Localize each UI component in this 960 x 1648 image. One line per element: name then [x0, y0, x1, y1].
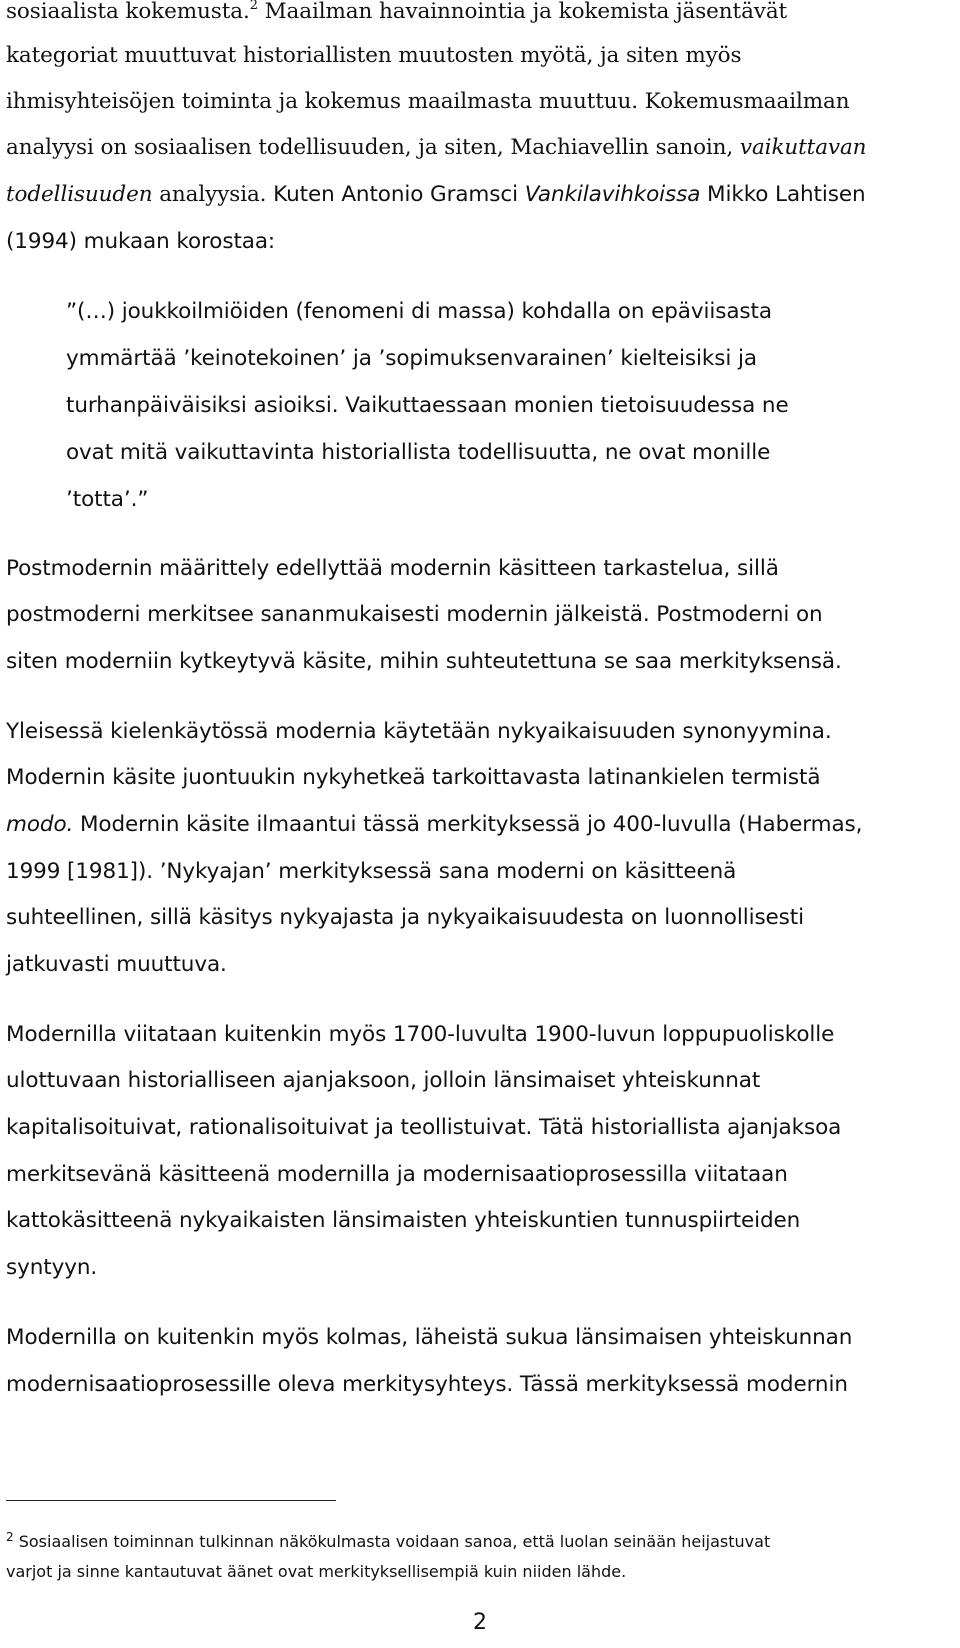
- footnote-line: $^2$ Sosiaalisen toiminnan tulkinnan näkökulmasta voidaan sanoa, että luolan seinään heijastuvat: [6, 1530, 771, 1551]
- quote-line: ”(…) joukkoilmiöiden (fenomeni di massa) kohdalla on epäviisasta: [66, 299, 772, 324]
- quote-line: turhanpäiväisiksi asioiksi. Vaikuttaessaan monien tietoisuudessa ne: [66, 393, 789, 418]
- text-line: Postmodernin määrittely edellyttää modernin käsitteen tarkastelua, sillä: [6, 556, 779, 581]
- text-line: ulottuvaan historialliseen ajanjaksoon, jolloin länsimaiset yhteiskunnat: [6, 1068, 761, 1093]
- footnote-marker: 2: [6, 1530, 14, 1544]
- quote-line: ’totta’.”: [66, 487, 149, 512]
- text-line: (1994) mukaan korostaa:: [6, 229, 276, 254]
- text-line: kapitalisoituivat, rationalisoituivat ja teollistuivat. Tätä historiallista ajanjaksoa: [6, 1115, 842, 1140]
- text-line: todellisuuden analyysia. Kuten Antonio Gramsci Vankilavihkoissa Mikko Lahtisen: [6, 182, 866, 207]
- text-line: merkitsevänä käsitteenä modernilla ja modernisaatioprosessilla viitataan: [6, 1162, 788, 1187]
- text-line: Yleisessä kielenkäytössä modernia käytetään nykyaikaisuuden synonyymina.: [6, 719, 832, 744]
- quote-line: ovat mitä vaikuttavinta historiallista todellisuutta, ne ovat monille: [66, 440, 771, 465]
- text-line: Modernilla viitataan kuitenkin myös 1700-luvulta 1900-luvun loppupuoliskolle: [6, 1022, 835, 1047]
- quote-line: ymmärtää ’keinotekoinen’ ja ’sopimuksenvarainen’ kielteisiksi ja: [66, 346, 757, 371]
- footnote-reference[interactable]: 2: [249, 0, 258, 13]
- text-line: syntyyn.: [6, 1255, 98, 1280]
- text-line: modo. Modernin käsite ilmaantui tässä merkityksessä jo 400-luvulla (Habermas,: [6, 812, 863, 837]
- text-line: analyysi on sosiaalisen todellisuuden, ja siten, Machiavellin sanoin, vaikuttavan: [6, 135, 867, 160]
- text-line: ihmisyhteisöjen toiminta ja kokemus maailmasta muuttuu. Kokemusmaailman: [6, 89, 850, 114]
- text-line: modernisaatioprosessille oleva merkitysyhteys. Tässä merkityksessä modernin: [6, 1372, 848, 1397]
- text-line: 1999 [1981]). ’Nykyajan’ merkityksessä sana moderni on käsitteenä: [6, 859, 737, 884]
- footnote-line: varjot ja sinne kantautuvat äänet ovat merkityksellisempiä kuin niiden lähde.: [6, 1562, 627, 1581]
- text-line: jatkuvasti muuttuva.: [6, 952, 227, 977]
- text-line: kattokäsitteenä nykyaikaisten länsimaisten yhteiskuntien tunnuspiirteiden: [6, 1208, 801, 1233]
- text-line: postmoderni merkitsee sananmukaisesti modernin jälkeistä. Postmoderni on: [6, 602, 823, 627]
- footnote-divider: [6, 1500, 336, 1501]
- text-line: siten moderniin kytkeytyvä käsite, mihin suhteutettuna se saa merkityksensä.: [6, 649, 842, 674]
- text-line: kategoriat muuttuvat historiallisten muutosten myötä, ja siten myös: [6, 43, 742, 68]
- text-line: Modernin käsite juontuukin nykyhetkeä tarkoittavasta latinankielen termistä: [6, 765, 821, 790]
- page-number: 2: [473, 1610, 487, 1635]
- text-line: suhteellinen, sillä käsitys nykyajasta ja nykyaikaisuudesta on luonnollisesti: [6, 905, 804, 930]
- text-line: Modernilla on kuitenkin myös kolmas, läheistä sukua länsimaisen yhteiskunnan: [6, 1325, 853, 1350]
- text-line: sosiaalista kokemusta.$^2$ Maailman havainnointia ja kokemista jäsentävät: [6, 0, 788, 24]
